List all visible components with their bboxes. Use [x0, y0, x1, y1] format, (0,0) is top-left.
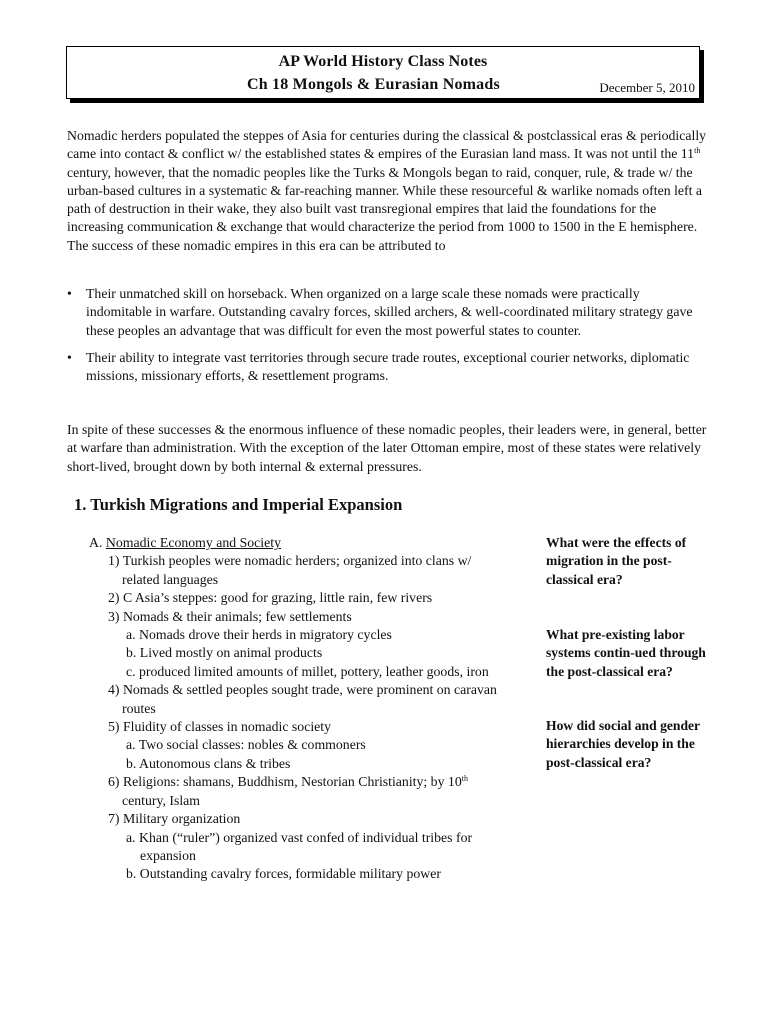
outline-item: 3) Nomads & their animals; few settlements [108, 608, 352, 624]
intro-text-1: Nomadic herders populated the steppes of Asia for centuries during the classical & postclassical eras & periodically came into contact & conflict w/ the established states & empires of the Eurasian land mass. It was not until the 11 [67, 128, 707, 162]
outline-subtopic-title: Nomadic Economy and Society [105, 535, 281, 550]
outline-item: 7) Military organization [108, 811, 241, 827]
outline-heading: A. Nomadic Economy and Society [89, 535, 281, 550]
outline-item: 1) Turkish peoples were nomadic herders; organized into clans w/ [108, 553, 472, 569]
section-heading: 1. Turkish Migrations and Imperial Expansion [74, 495, 403, 514]
margin-question: How did social and gender hierarchies develop in the post-classical era? [546, 718, 700, 770]
outline [89, 534, 539, 884]
outline-subitem: a. Khan (“ruler”) organized vast confed of individual tribes for [126, 829, 473, 845]
bullet-icon: • [67, 286, 72, 301]
margin-question: What pre-existing labor systems contin-ued through the post-classical era? [546, 627, 706, 679]
document-date: December 5, 2010 [599, 80, 695, 95]
bullet-text: Their unmatched skill on horseback. When organized on a large scale these nomads were practically indomitable in warfare. Outstanding cavalry forces, skilled archers, & well-coordinated military strategy gave these peoples an advantage that was difficult for even the most powerful states to counter. [86, 286, 693, 338]
intro-text-2: century, however, that the nomadic peoples like the Turks & Mongols began to raid, conquer, rule, & trade w/ the urban-based cultures in a systematic & far-reaching manner. While these resourceful & warlike nomads often left a path of destruction in their wake, they also built vast transregional empires that laid the foundations for the increasing communication & exchange that would characterize the period from 1000 to 1500 in the E hemisphere. The success of these nomadic empires in this era can be attributed to [67, 164, 703, 253]
outline-subitem-continued: expansion [140, 847, 196, 863]
outline-item: 2) C Asia’s steppes: good for grazing, little rain, few rivers [108, 590, 433, 606]
title-box [66, 46, 700, 99]
bullet-item [67, 349, 707, 386]
bullet-text: Their ability to integrate vast territories through secure trade routes, exceptional courier networks, diplomatic missions, missionary efforts, & resettlement programs. [86, 349, 690, 384]
outline-item: 4) Nomads & settled peoples sought trade, were prominent on caravan [108, 682, 497, 698]
closing-paragraph: In spite of these successes & the enormous influence of these nomadic peoples, their leaders were, in general, better at warfare than administration. With the exception of the later Ottoman empire, most of these states were relatively short-lived, brought down by both internal & external pressures. [67, 422, 707, 474]
outline-item: 6) Religions: shamans, Buddhism, Nestorian Christianity; by 10th [108, 774, 468, 790]
outline-subitem: a. Two social classes: nobles & commoners [126, 737, 366, 753]
outline-subitem: b. Outstanding cavalry forces, formidable military power [126, 866, 441, 882]
outline-subitem: a. Nomads drove their herds in migratory cycles [126, 627, 392, 643]
intro-paragraph [67, 127, 707, 255]
outline-subitem: b. Lived mostly on animal products [126, 645, 323, 661]
bullet-item [67, 285, 707, 340]
outline-item-continued: related languages [122, 571, 219, 587]
outline-item-continued: century, Islam [122, 792, 201, 808]
margin-question: What were the effects of migration in the post-classical era? [546, 535, 687, 587]
outline-item-continued: routes [122, 700, 156, 716]
bullet-icon: • [67, 349, 72, 365]
bullet-list [67, 285, 707, 385]
chapter-title: Ch 18 Mongols & Eurasian Nomads [247, 76, 500, 93]
outline-item: 5) Fluidity of classes in nomadic society [108, 719, 332, 735]
outline-subitem: c. produced limited amounts of millet, pottery, leather goods, iron [126, 663, 489, 679]
outline-subitem: b. Autonomous clans & tribes [126, 755, 291, 771]
intro-superscript: th [694, 146, 701, 156]
document-title: AP World History Class Notes [278, 53, 488, 70]
